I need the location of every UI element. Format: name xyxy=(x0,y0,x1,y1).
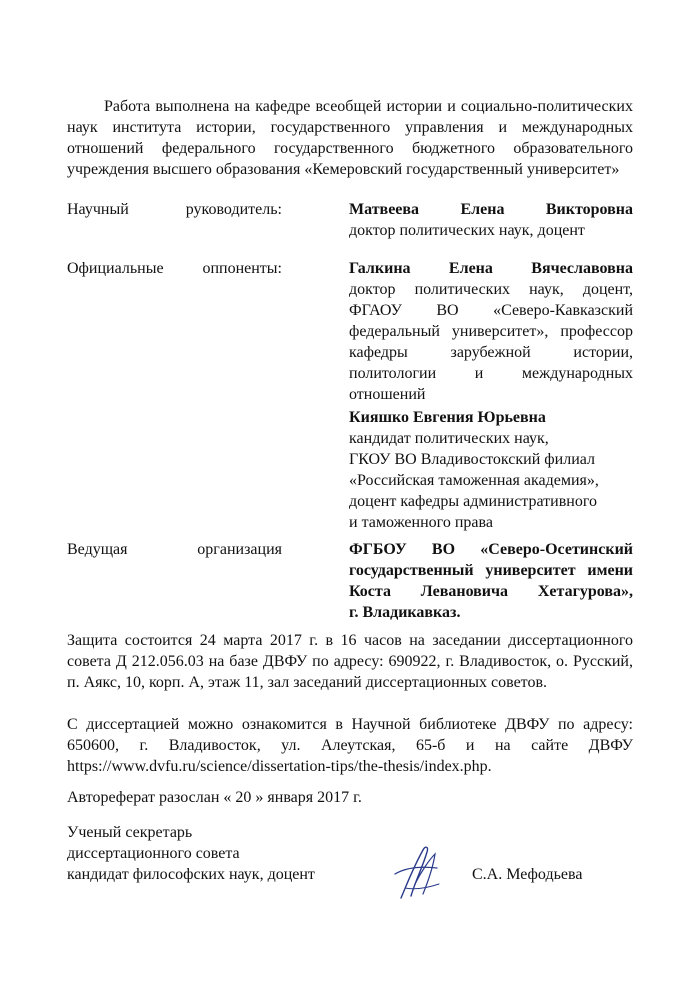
leading-org-line: ФГБОУ ВО «Северо-Осетинский xyxy=(349,541,633,558)
opponents-label: Официальные оппоненты: xyxy=(67,260,282,277)
library-paragraph: С диссертацией можно ознакомится в Научной библиотеке ДВФУ по адресу: 650600, г. Владивосток, ул. Алеутская, 65-б и на сайте ДВФУ https://www.dvfu.ru/science/dissertation-tips/the-thesis/index.php. xyxy=(67,716,633,775)
supervisor-name: Матвеева Елена Викторовна xyxy=(349,201,633,218)
opponent-2-line: и таможенного права xyxy=(349,514,493,531)
sent-date: Автореферат разослан « 20 » января 2017 г. xyxy=(67,789,362,806)
opponent-1-name: Галкина Елена Вячеславовна xyxy=(349,260,633,277)
opponent-2 xyxy=(349,407,633,533)
defense-paragraph: Защита состоится 24 марта 2017 г. в 16 часов на заседании диссертационного совета Д 212.056.03 на базе ДВФУ по адресу: 690922, г. Владивосток, о. Русский, п. Аякс, 10, корп. А, этаж 11, зал заседаний диссертационных советов. xyxy=(67,632,633,691)
opponent-1 xyxy=(349,258,633,405)
opponent-1-line: доктор политических наук, доцент, xyxy=(349,281,633,298)
supervisor-degree: доктор политических наук, доцент xyxy=(349,222,585,239)
secretary-name: С.А. Мефодьева xyxy=(472,866,583,883)
opponent-1-line: кафедры зарубежной истории, xyxy=(349,344,633,361)
opponent-1-line: федеральный университет», профессор xyxy=(349,323,633,340)
secretary-title: Ученый секретарь диссертационного совета кандидат философских наук, доцент xyxy=(67,824,315,883)
opponent-2-line: ГКОУ ВО Владивостокский филиал xyxy=(349,451,595,468)
opponent-2-line: «Российская таможенная академия», xyxy=(349,472,599,489)
opponent-1-line: ФГАОУ ВО «Северо-Кавказский xyxy=(349,302,633,319)
opponent-1-line: отношений xyxy=(349,386,426,403)
leading-org-label: Ведущая организация xyxy=(67,541,282,558)
supervisor-info xyxy=(349,199,633,241)
leading-org-info xyxy=(349,539,633,623)
leading-org-line: Коста Левановича Хетагурова», xyxy=(349,583,633,600)
opponent-1-line: политологии и международных xyxy=(349,365,633,382)
opponent-2-line: кандидат политических наук, xyxy=(349,430,549,447)
supervisor-label: Научный руководитель: xyxy=(67,201,282,218)
leading-org-line: г. Владикавказ. xyxy=(349,604,461,621)
intro-paragraph: Работа выполнена на кафедре всеобщей истории и социально-политических наук института истории, государственного управления и международных отношений федерального государственного бюджетного образовательного учреждения высшего образования «Кемеровский государственный университет» xyxy=(67,98,633,178)
signature-mark xyxy=(385,838,445,908)
leading-org-line: государственный университет имени xyxy=(349,562,633,579)
opponent-2-line: доцент кафедры административного xyxy=(349,493,598,510)
opponent-2-name: Кияшко Евгения Юрьевна xyxy=(349,409,546,426)
